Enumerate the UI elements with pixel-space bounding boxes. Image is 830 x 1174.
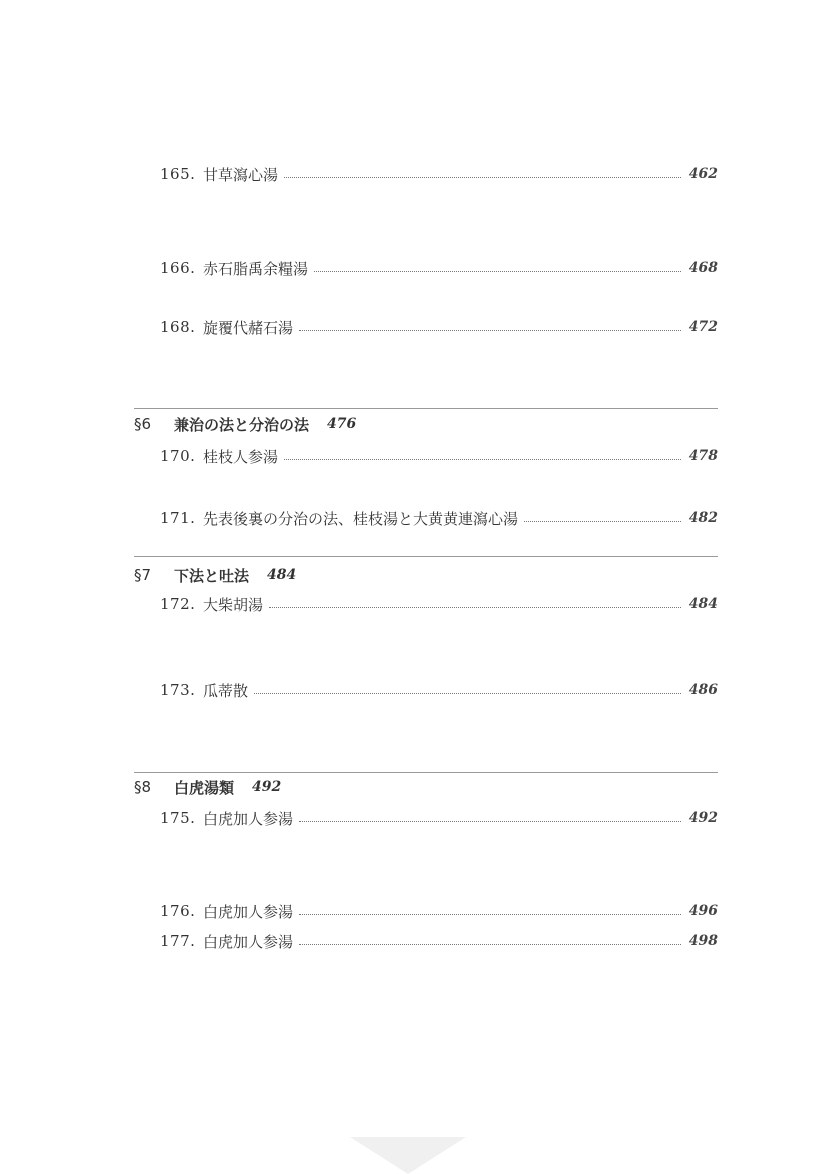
section-page: 484 [267,567,297,583]
entry-number: 165. [160,165,196,183]
section-divider [134,556,718,557]
entry-page: 472 [688,319,718,335]
entry-number: 171. [160,509,196,527]
entry-title: 瓜蒂散 [203,681,249,700]
toc-entry [160,930,718,952]
leader-dots [269,607,681,608]
leader-dots [299,944,681,945]
entry-page: 478 [688,448,718,464]
section-divider [134,408,718,409]
entry-page: 482 [688,510,718,526]
entry-number: 177. [160,932,196,950]
section-title: 白虎湯類 [174,778,235,797]
entry-number: 168. [160,318,196,336]
section-number: §7 [134,566,152,584]
section-number: §8 [134,778,152,796]
page-edge-marker [350,1137,466,1174]
toc-entry [160,593,718,615]
leader-dots [299,821,681,822]
section-divider [134,772,718,773]
entry-title: 甘草瀉心湯 [203,165,279,184]
entry-title: 先表後裏の分治の法、桂枝湯と大黄黄連瀉心湯 [203,509,519,528]
leader-dots [314,271,681,272]
entry-title: 旋覆代赭石湯 [203,318,294,337]
entry-page: 492 [688,810,718,826]
entry-page: 484 [688,596,718,612]
entry-number: 176. [160,902,196,920]
entry-page: 498 [688,933,718,949]
toc-entry [160,900,718,922]
leader-dots [284,177,681,178]
section-heading [134,564,296,586]
leader-dots [299,914,681,915]
entry-number: 166. [160,259,196,277]
section-page: 476 [327,416,357,432]
leader-dots [524,521,681,522]
leader-dots [254,693,681,694]
entry-number: 170. [160,447,196,465]
entry-title: 白虎加人参湯 [203,932,294,951]
entry-title: 桂枝人参湯 [203,447,279,466]
toc-entry [160,316,718,338]
entry-page: 462 [688,166,718,182]
toc-entry [160,445,718,467]
entry-title: 赤石脂禹余糧湯 [203,259,309,278]
section-title: 兼治の法と分治の法 [174,415,310,434]
toc-entry [160,163,718,185]
entry-page: 486 [688,682,718,698]
section-heading [134,413,356,435]
toc-entry [160,257,718,279]
toc-entry [160,807,718,829]
entry-number: 172. [160,595,196,613]
entry-title: 白虎加人参湯 [203,902,294,921]
section-number: §6 [134,415,152,433]
leader-dots [299,330,681,331]
toc-entry [160,679,718,701]
toc-entry [160,507,718,529]
entry-page: 468 [688,260,718,276]
leader-dots [284,459,681,460]
section-heading [134,776,281,798]
entry-page: 496 [688,903,718,919]
entry-number: 175. [160,809,196,827]
section-page: 492 [252,779,282,795]
entry-number: 173. [160,681,196,699]
entry-title: 大柴胡湯 [203,595,264,614]
entry-title: 白虎加人参湯 [203,809,294,828]
section-title: 下法と吐法 [174,566,250,585]
